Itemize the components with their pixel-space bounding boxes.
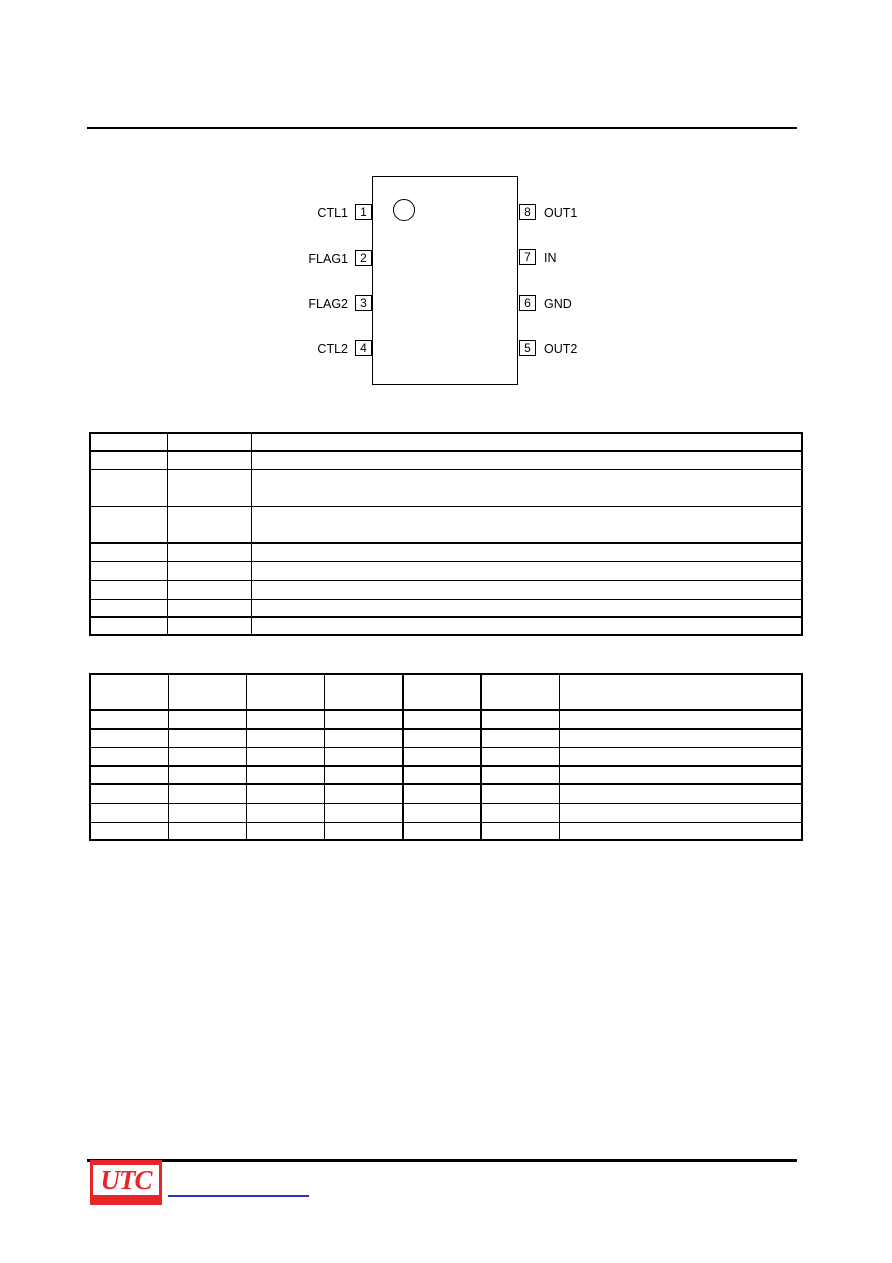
pin-label-6: GND <box>544 297 572 311</box>
table-row <box>90 729 802 747</box>
pin-description-table <box>89 432 803 636</box>
logo-text: UTC <box>100 1165 152 1195</box>
pin-number-1: 1 <box>355 204 372 220</box>
table-row <box>90 561 802 580</box>
table-row <box>90 747 802 766</box>
table-row <box>90 580 802 599</box>
table-row <box>90 822 802 840</box>
pin-number-7: 7 <box>519 249 536 265</box>
utc-logo <box>90 1160 162 1205</box>
table-row <box>90 469 802 506</box>
pin-label-8: OUT1 <box>544 206 578 220</box>
pin-label-7: IN <box>544 251 557 265</box>
website-link[interactable] <box>168 1195 309 1197</box>
table-row <box>90 710 802 729</box>
header-rule <box>87 127 797 129</box>
pin-label-5: OUT2 <box>544 342 578 356</box>
table-header-row <box>90 433 802 451</box>
pin-number-3: 3 <box>355 295 372 311</box>
table-row <box>90 599 802 617</box>
pin-label-3: FLAG2 <box>308 297 348 311</box>
table-row <box>90 803 802 822</box>
table-row <box>90 617 802 635</box>
pin-number-6: 6 <box>519 295 536 311</box>
footer-rule <box>87 1159 797 1162</box>
pin-label-2: FLAG1 <box>308 252 348 266</box>
ordering-table <box>89 673 803 841</box>
table-row <box>90 451 802 469</box>
pin-label-4: CTL2 <box>317 342 348 356</box>
pin-number-8: 8 <box>519 204 536 220</box>
table-row <box>90 506 802 543</box>
pin-number-2: 2 <box>355 250 372 266</box>
pin-label-1: CTL1 <box>317 206 348 220</box>
table-row <box>90 766 802 784</box>
table-row <box>90 784 802 803</box>
pin-number-5: 5 <box>519 340 536 356</box>
pin-number-4: 4 <box>355 340 372 356</box>
pin1-indicator <box>393 199 415 221</box>
table-header-row <box>90 674 802 710</box>
table-row <box>90 543 802 561</box>
